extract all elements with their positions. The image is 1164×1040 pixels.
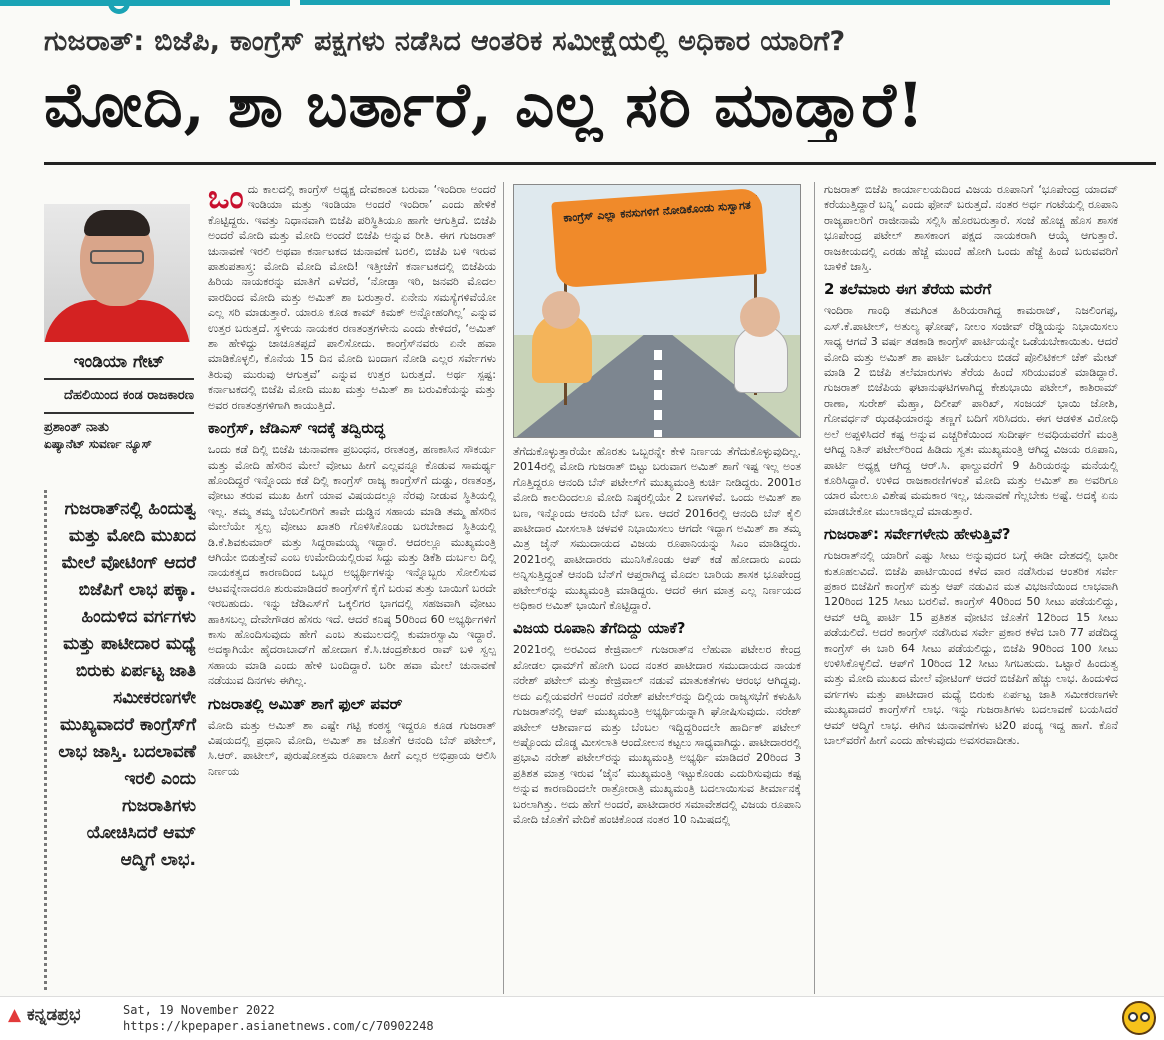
top-accent-bar: [0, 0, 1164, 14]
paragraph: ಇಂದಿರಾ ಗಾಂಧಿ ತಮಗಿಂತ ಹಿರಿಯರಾಗಿದ್ದ ಕಾಮರಾಜ್, ನಿಜಲಿಂಗಪ್ಪ, ಎಸ್.ಕೆ.ಪಾಟೀಲ್, ಅತುಲ್ಯ ಘೋಷ್, ನೀಲಂ ಸಂಜೀವ್ ರೆಡ್ಡಿಯನ್ನು ನಿಭಾಯಿಸಲು ಸಾಧ್ಯ ಆಗದೆ 3 ವರ್ಷ ತಡಕಾಡಿ ಕಾಂಗ್ರೆಸ್ ಪಾರ್ಟಿಯನ್ನೇ ಒಡೆಯಬೇಕಾಯಿತು. ಆದರೆ ಮೋದಿ ಮತ್ತು ಅಮಿತ್ ಶಾ ಪಾರ್ಟಿ ಒಡೆಯಲು ಬಿಡದೆ ಪೊಲಿಟಿಕಲ್ ಚೆಕ್ ಮೇಟ್ ಮಾಡಿ 2 ಬಿಜೆಪಿ ತಲೆಮಾರುಗಳು ತೆರೆಯ ಹಿಂದೆ ಸರಿಯುವಂತೆ ಮಾಡಿದ್ದಾರೆ. ಗುಜರಾತ್ ಬಿಜೆಪಿಯ ಘಟಾನುಘಟಿಗಳಾಗಿದ್ದ ಕೇಶುಭಾಯಿ ಪಟೇಲ್, ಕಾಶಿರಾಮ್ ರಾಣಾ, ಸುರೇಶ್ ಮೆಹ್ತಾ, ದಿಲೀಪ್ ಪಾರಿಖ್, ಸಂಜಯ್ ಭಾಯಿ ಜೋಶಿ, ಗೋವರ್ಧನ್ ಝಡಫಿಯಾರನ್ನು ತಣ್ಣಗೆ ಬದಿಗೆ ಸರಿಸಿದರು. ಈಗ ಆಡಳಿತ ವಿರೋಧಿ ಅಲೆ ಅಪ್ಪಳಿಸಿದರೆ ಕಷ್ಟ ಅನ್ನುವ ಎಚ್ಚರಿಕೆಯಿಂದ ಸುದೀರ್ಘ ಅವಧಿಯವರೆಗೆ ಮಂತ್ರಿ ಆಗಿದ್ದ ನಿತಿನ್ ಪಟೇಲ್‌ರಿಂದ ಹಿಡಿದು ಸ್ವತಃ ಮುಖ್ಯಮಂತ್ರಿ ಆಗಿದ್ದ ವಿಜಯ ರೂಪಾನಿ, ಪಾರ್ಟಿ ಅಧ್ಯಕ್ಷ ಆಗಿದ್ದ ಆರ್.ಸಿ. ಫಾಲ್ದುವರೆಗೆ 9 ಹಿರಿಯರನ್ನು ಮನೆಯಲ್ಲಿ ಕೂರಿಸಿದ್ದಾರೆ. ಉಳಿದ ರಾಜಕಾರಣಿಗಳಂತೆ ಮೋದಿ ಮತ್ತು ಅಮಿತ್ ಶಾ ಅವರಿಗೂ ಯಾರ ಮೇಲೂ ವಿಶೇಷ ಮಮಕಾರ ಇಲ್ಲ, ಚುನಾವಣೆ ಗೆಲ್ಲಬೇಕು ಅಷ್ಟೆ. ಅದಕ್ಕೆ ಏನು ಮಾಡಬೇಕೋ ಮುಲಾಜಿಲ್ಲದೆ ಮಾಡುತ್ತಾರೆ.: [824, 304, 1118, 518]
paragraph: ಗುಜರಾತ್ ಬಿಜೆಪಿ ಕಾರ್ಯಾಲಯದಿಂದ ವಿಜಯ ರೂಪಾನಿಗೆ ‘ಭೂಪೇಂದ್ರ ಯಾದವ್ ಕರೆಯುತ್ತಿದ್ದಾರೆ ಬನ್ನಿ’ ಎಂದು ಫೋನ್ ಬರುತ್ತದೆ. ನಂತರ ಅರ್ಧ ಗಂಟೆಯಲ್ಲಿ ರೂಪಾನಿ ರಾಜ್ಯಪಾಲರಿಗೆ ರಾಜೀನಾಮೆ ಸಲ್ಲಿಸಿ ಹೊರಬರುತ್ತಾರೆ. ಸಂಜೆ ಹೊಚ್ಚ ಹೊಸ ಶಾಸಕ ಭೂಪೇಂದ್ರ ಪಟೇಲ್ ಶಾಸಕಾಂಗ ಪಕ್ಷದ ನಾಯಕರಾಗಿ ಆಯ್ಕೆ ಆಗುತ್ತಾರೆ. ರಾಜಕೀಯದಲ್ಲಿ ಎರಡು ಹೆಜ್ಜೆ ಮುಂದೆ ಹೋಗಿ ಒಂದು ಹೆಜ್ಜೆ ಹಿಂದೆ ಬರುವವರಿಗೆ ಬಾಳಿಕೆ ಜಾಸ್ತಿ.: [824, 183, 1118, 274]
paragraph: ದು ಕಾಲದಲ್ಲಿ ಕಾಂಗ್ರೆಸ್ ಅಧ್ಯಕ್ಷ ದೇವಕಾಂತ ಬರುವಾ ‘ಇಂದಿರಾ ಅಂದರೆ ಇಂಡಿಯಾ ಮತ್ತು ಇಂಡಿಯಾ ಅಂದರೆ ಇಂದಿರಾ’ ಎಂದು ಹೇಳಿಕೆ ಕೊಟ್ಟಿದ್ದರು. ಇವತ್ತು ನಿಧಾನವಾಗಿ ಬಿಜೆಪಿ ಪರಿಸ್ಥಿತಿಯೂ ಹಾಗೇ ಆಗುತ್ತಿದೆ. ಬಿಜೆಪಿ ಅಂದರೆ ಮೋದಿ ಮತ್ತು ಮೋದಿ ಅಂದರೆ ಬಿಜೆಪಿ ಅನ್ನುವ ರೀತಿ. ಈಗ ಗುಜರಾತ್ ಚುನಾವಣೆ ಇರಲಿ ಅಥವಾ ಕರ್ನಾಟಕದ ಚುನಾವಣೆ ಬರಲಿ, ಬಿಜೆಪಿ ಬಳಿ ಇರುವ ಪಾಶುಪತಾಸ್ತ್ರ: ಮೋದಿ ಮೋದಿ ಮೋದಿ! ಇತ್ತೀಚೆಗೆ ಕರ್ನಾಟಕದಲ್ಲಿ ಬಿಜೆಪಿಯ ಹಿರಿಯ ನಾಯಕರನ್ನು ಮಾತಿಗೆ ಎಳೆದರೆ, ‘ನೋಡ್ತಾ ಇರಿ, ಜನವರಿ ಮೊದಲ ವಾರದಿಂದ ಮೋದಿ ಮತ್ತು ಅಮಿತ್ ಶಾ ಬರುತ್ತಾರೆ. ಏನೇನು ಸಮಸ್ಯೆಗಳಿವೆಯೋ ಎಲ್ಲ ಸರಿ ಮಾಡುತ್ತಾರೆ. ಯಾರೂ ಕೂಡ ಕಾಮ್ ಕಿಮಕ್ ಅನ್ನೋಹಂಗಿಲ್ಲ’ ಎನ್ನುವ ಉತ್ತರ ಬರುತ್ತದೆ. ಸ್ಥಳೀಯ ನಾಯಕರ ರಣತಂತ್ರಗಳೇನು ಎಂದು ಕೇಳಿದರೆ, ‘ಅಮಿತ್ ಶಾ ಹೇಳಿದ್ದು ಚಾಚೂತಪ್ಪದೆ ಪಾಲಿಸೋದು. ಕಾಂಗ್ರೆಸ್‌ನವರು ಏನೇ ಹವಾ ಮಾಡಿಕೊಳ್ಳಲಿ, ಕೊನೆಯ 15 ದಿನ ಮೋದಿ ಬಂದಾಗ ನೋಡಿ ಎಲ್ಲರ ಸರ್ವೇಗಳು ತಿರುವು ಮುರುವು ಆಗುತ್ತವೆ’ ಎನ್ನುವ ಉತ್ತರ ಬರುತ್ತದೆ. ಅರ್ಥ ಸ್ಪಷ್ಟ: ಕರ್ನಾಟಕದಲ್ಲಿ ಬಿಜೆಪಿ ಮೋದಿ ಮುಖ ಮತ್ತು ಅಮಿತ್ ಶಾ ಬರುವಿಕೆಯನ್ನು ಮತ್ತು ಅವರ ರಣತಂತ್ರಗಳಿಗಾಗಿ ಕಾಯುತ್ತಿದೆ.: [208, 183, 496, 412]
paragraph: ಮೋದಿ ಮತ್ತು ಅಮಿತ್ ಶಾ ಎಷ್ಟೇ ಗಟ್ಟಿ ಕಂಠಸ್ಥ ಇದ್ದರೂ ಕೂಡ ಗುಜರಾತ್ ವಿಷಯದಲ್ಲಿ ಪ್ರಧಾನಿ ಮೋದಿ, ಅಮಿತ್ ಶಾ ಜೊತೆಗೆ ಆನಂದಿ ಬೆನ್ ಪಟೇಲ್, ಸಿ.ಆರ್. ಪಾಟೀಲ್, ಪುರುಷೋತ್ತಮ ರೂಪಾಲಾ ಹೀಗೆ ಎಲ್ಲರ ಅಭಿಪ್ರಾಯ ಆಲಿಸಿ ನಿರ್ಣಯ: [208, 718, 496, 778]
subheading: ಗುಜರಾತಲ್ಲಿ ಅಮಿತ್ ಶಾಗೆ ಫುಲ್ ಪವರ್: [208, 694, 403, 713]
subheading: ವಿಜಯ ರೂಪಾನಿ ತೆಗೆದಿದ್ದು ಯಾಕೆ?: [513, 619, 686, 638]
drop-cap: ಒಂ: [208, 182, 244, 216]
headline-rule: [44, 162, 1156, 165]
kannadaprabha-logo[interactable]: [8, 1005, 80, 1025]
political-cartoon: [513, 184, 801, 438]
paragraph: ತೆಗೆದುಕೊಳ್ಳುತ್ತಾರೆಯೇ ಹೊರತು ಒಬ್ಬರನ್ನೇ ಕೇಳಿ ನಿರ್ಣಯ ತೆಗೆದುಕೊಳ್ಳುವುದಿಲ್ಲ. 2014ರಲ್ಲಿ ಮೋದಿ ಗುಜರಾತ್ ಬಿಟ್ಟು ಬರುವಾಗ ಅಮಿತ್ ಶಾಗೆ ಇಷ್ಟ ಇಲ್ಲ ಅಂತ ಗೊತ್ತಿದ್ದರೂ ಆನಂದಿ ಬೆನ್ ಪಟೇಲ್‌ಗೆ ಮುಖ್ಯಮಂತ್ರಿ ಕುರ್ಚಿ ನೀಡಿದ್ದರು. 2001ರ ಮೋದಿ ಕಾಲದಿಂದಲೂ ಮೋದಿ ನಿಷ್ಠರಲ್ಲಿಯೇ 2 ಬಣಗಳಿವೆ. ಒಂದು ಅಮಿತ್ ಶಾ ಬಣ, ಇನ್ನೊಂದು ಆನಂದಿ ಬೆನ್ ಬಣ. ಆದರೆ 2016ರಲ್ಲಿ ಆನಂದಿ ಬೆನ್ ಕೈಲಿ ಪಾಟೀದಾರ ಮೀಸಲಾತಿ ಚಳವಳಿ ನಿಭಾಯಿಸಲು ಆಗದೇ ಇದ್ದಾಗ ಅಮಿತ್ ಶಾ ತಮ್ಮ ಮಿತ್ರ ಜೈನ್ ಸಮುದಾಯದ ವಿಜಯ ರೂಪಾನಿಯನ್ನು ಸಿಎಂ ಮಾಡಿದ್ದರು. 2021ರಲ್ಲಿ ಪಾಟೀದಾರರು ಮುನಿಸಿಕೊಂಡು ಆಪ್ ಕಡೆ ಹೋದಾರು ಎಂದು ಅನ್ನಿಸುತ್ತಿದ್ದಂತೆ ಆನಂದಿ ಬೆನ್‌ಗೆ ಆಪ್ತರಾಗಿದ್ದ ಮೊದಲ ಬಾರಿಯ ಶಾಸಕ ಭೂಪೇಂದ್ರ ಪಟೇಲ್‌ರನ್ನು ಮುಖ್ಯಮಂತ್ರಿ ಮಾಡಿದ್ದರು. ಆದರೆ ಈಗ ಮಾತ್ರ ಎಲ್ಲ ನಿರ್ಣಯದ ಅಧಿಕಾರ ಅಮಿತ್ ಭಾಯಿಗೆ ಕೊಟ್ಟಿದ್ದಾರೆ.: [513, 445, 801, 613]
pullquote-rule: [44, 490, 52, 990]
main-headline: ಮೋದಿ, ಶಾ ಬರ್ತಾರೆ, ಎಲ್ಲ ಸರಿ ಮಾಡ್ತಾರೆ!: [44, 70, 925, 141]
author-photo: [44, 204, 190, 342]
paragraph: ಗುಜರಾತ್‌ನಲ್ಲಿ ಯಾರಿಗೆ ಎಷ್ಟು ಸೀಟು ಅನ್ನುವುದರ ಬಗ್ಗೆ ಈಡೀ ದೇಶದಲ್ಲಿ ಭಾರೀ ಕುತೂಹಲವಿದೆ. ಬಿಜೆಪಿ ಪಾರ್ಟಿಯಿಂದ ಕಳೆದ ವಾರ ನಡೆಸಿರುವ ಆಂತರಿಕ ಸರ್ವೇ ಪ್ರಕಾರ ಬಿಜೆಪಿಗೆ ಕಾಂಗ್ರೆಸ್ ಮತ್ತು ಆಪ್ ನಡುವಿನ ಮತ ವಿಭಜನೆಯಿಂದ ಲಾಭವಾಗಿ 120ರಿಂದ 125 ಸೀಟು ಬರಲಿವೆ. ಕಾಂಗ್ರೆಸ್ 40ರಿಂದ 50 ಸೀಟು ಪಡೆಯಲಿದ್ದು, ಆಮ್ ಆದ್ಮಿ ಪಾರ್ಟಿ 15 ಪ್ರತಿಶತ ವೋಟಿನ ಜೊತೆಗೆ 12ರಿಂದ 15 ಸೀಟು ಪಡೆಯಲಿದೆ. ಅದರೆ ಕಾಂಗ್ರೆಸ್ ನಡೆಸಿರುವ ಸರ್ವೇ ಪ್ರಕಾರ ಕಳೆದ ಬಾರಿ 77 ಪಡೆದಿದ್ದ ಕಾಂಗ್ರೆಸ್ ಈ ಬಾರಿ 64 ಸೀಟು ಪಡೆಯಲಿದ್ದು, ಬಿಜೆಪಿ 90ರಿಂದ 100 ಸೀಟು ಉಳಿಸಿಕೊಳ್ಳಲಿದೆ. ಆಪ್‌ಗೆ 10ರಿಂದ 12 ಸೀಟು ಸಿಗಬಹುದು. ಒಟ್ಟಾರೆ ಹಿಂದುತ್ವ ಮತ್ತು ಮೋದಿ ಮುಖದ ಮೇಲೆ ವೋಟಿಂಗ್ ಆದರೆ ಬಿಜೆಪಿಗೆ ಹೆಚ್ಚು ಲಾಭ. ಹಿಂದುಳಿದ ವರ್ಗಗಳು ಮತ್ತು ಪಾಟೀದಾರ ಮಧ್ಯೆ ಬಿರುಕು ಏರ್ಪಟ್ಟ ಜಾತಿ ಸಮೀಕರಣಗಳೇ ಮುಖ್ಯವಾದರೆ ಕಾಂಗ್ರೆಸ್‌ಗೆ ಲಾಭ. ಇನ್ನು ಗುಜರಾತಿಗಳು ಬದಲಾವಣೆ ಬಯಸಿದರೆ ಆಮ್ ಆದ್ಮಿಗೆ ಲಾಭ. ಈಗಿನ ಚುನಾವಣೆಗಳು ಟಿ20 ಪಂದ್ಯ ಇದ್ದ ಹಾಗೆ. ಕೊನೆ ಬಾಲ್‌ವರೆಗೆ ಹೀಗೆ ಎಂದು ಹೇಳುವುದು ಅವಸರವಾದೀತು.: [824, 549, 1118, 747]
author-affiliation: ಏಷ್ಯಾನೆಟ್ ಸುವರ್ಣ ನ್ಯೂಸ್: [44, 437, 152, 451]
logo-text: ಕನ್ನಡಪ್ರಭ: [27, 1005, 81, 1025]
column-divider: [814, 182, 815, 994]
paragraph: 2021ರಲ್ಲಿ ಅರವಿಂದ ಕೇಜ್ರಿವಾಲ್ ಗುಜರಾತ್‌ನ ಲೆಹುವಾ ಪಟೇಲರ ಕೇಂದ್ರ ಖೋಡಲ ಧಾಮ್‌ಗೆ ಹೋಗಿ ಬಂದ ನಂತರ ಪಾಟೀದಾರ ಸಮುದಾಯದ ನಾಯಕ ನರೇಶ್ ಪಟೇಲ್ ಮತ್ತು ಕೇಜ್ರಿವಾಲ್ ನಡುವೆ ಮಾತುಕತೆಗಳು ಆರಂಭ ಆಗಿದ್ದವು. ಅದು ಎಲ್ಲಿಯವರೆಗೆ ಅಂದರೆ ನರೇಶ್ ಪಟೇಲ್‌ರನ್ನು ದಿಲ್ಲಿಯ ರಾಜ್ಯಸಭೆಗೆ ಕಳುಹಿಸಿ ಗುಜರಾತ್‌ನಲ್ಲಿ ಆಪ್ ಮುಖ್ಯಮಂತ್ರಿ ಅಭ್ಯರ್ಥಿಯನ್ನಾಗಿ ಘೋಷಿಸುವುದು. ನರೇಶ್ ಪಟೇಲ್ ಆಶೀರ್ವಾದ ಮತ್ತು ಬೆಂಬಲ ಇದ್ದಿದ್ದರಿಂದಲೇ ಹಾರ್ದಿಕ್ ಪಟೇಲ್ ಅಷ್ಟೊಂದು ದೊಡ್ಡ ಮೀಸಲಾತಿ ಆಂದೋಲನ ಕಟ್ಟಲು ಸಾಧ್ಯವಾಗಿದ್ದು. ಪಾಟೀದಾರರಲ್ಲಿ ಪ್ರಭಾವಿ ನರೇಶ್ ಪಟೇಲ್‌ರನ್ನು ಮುಖ್ಯಮಂತ್ರಿ ಅಭ್ಯರ್ಥಿ ಮಾಡಿದರೆ 20ರಿಂದ 3 ಪ್ರತಿಶತ ಮಾತ್ರ ಇರುವ ‘ಜೈನ’ ಮುಖ್ಯಮಂತ್ರಿ ಇಟ್ಟುಕೊಂಡು ಎದುರಿಸುವುದು ಕಷ್ಟ ಅನ್ನುವ ಕಾರಣದಿಂದಲೇ ರಾತ್ರೋರಾತ್ರಿ ಮುಖ್ಯಮಂತ್ರಿ ಬದಲಾಯಿಸುವ ತೀರ್ಮಾನಕ್ಕೆ ಬರಲಾಗಿತ್ತು. ಅದು ಹೇಗೆ ಅಂದರೆ, ಪಾಟೀದಾರರ ಸಮಾವೇಶದಲ್ಲಿ ವಿಜಯ ರೂಪಾನಿ ಮೋದಿ ಜೊತೆಗೆ ವೇದಿಕೆ ಹಂಚಿಕೊಂಡ ನಂತರ 10 ನಿಮಿಷದಲ್ಲಿ: [513, 643, 801, 826]
kicker-headline: ಗುಜರಾತ್: ಬಿಜೆಪಿ, ಕಾಂಗ್ರೆಸ್ ಪಕ್ಷಗಳು ನಡೆಸಿದ ಆಂತರಿಕ ಸಮೀಕ್ಷೆಯಲ್ಲಿ ಅಧಿಕಾರ ಯಾರಿಗೆ?: [44, 26, 846, 57]
article-column-1: [208, 182, 496, 994]
subheading: ಗುಜರಾತ್: ಸರ್ವೇಗಳೇನು ಹೇಳುತ್ತಿವೆ?: [824, 525, 1011, 544]
byline: [44, 420, 194, 452]
edition-date: Sat, 19 November 2022: [123, 1003, 275, 1017]
paragraph: ಒಂದು ಕಡೆ ದಿಲ್ಲಿ ಬಿಜೆಪಿ ಚುನಾವಣಾ ಪ್ರಬಂಧನ, ರಣತಂತ್ರ, ಹಣಕಾಸಿನ ಸೌಕರ್ಯ ಮತ್ತು ಮೋದಿ ಹೆಸರಿನ ಮೇಲೆ ವೋಟು ಹೀಗೆ ಎಲ್ಲವನ್ನೂ ಕೊಡುವ ಸಾಮರ್ಥ್ಯ ಹೊಂದಿದ್ದರೆ ಇನ್ನೊಂದು ಕಡೆ ದಿಲ್ಲಿ ಕಾಂಗ್ರೆಸ್ ರಾಜ್ಯ ಕಾಂಗ್ರೆಸ್‌ಗೆ ದುಡ್ಡು, ರಣತಂತ್ರ, ವೋಟು ತರುವ ಮುಖ ಹೀಗೆ ಯಾವ ವಿಷಯದಲ್ಲೂ ನೆರವು ನೀಡುವ ಸ್ಥಿತಿಯಲ್ಲಿ ಇಲ್ಲ. ತಮ್ಮ ತಮ್ಮ ಬೆಂಬಲಿಗರಿಗೆ ತಾವೇ ದುಡ್ಡಿನ ಸಹಾಯ ಮಾಡಿ ತಮ್ಮ ಹೆಸರಿನ ಮೇಲೆಯೇ ಸ್ವಲ್ಪ ವೋಟು ಖಾತರಿ ಗೊಳಿಸಿಕೊಂಡು ಬರಬೇಕಾದ ಸ್ಥಿತಿಯಲ್ಲಿ ಡಿ.ಕೆ.ಶಿವಕುಮಾರ್ ಮತ್ತು ಸಿದ್ದರಾಮಯ್ಯ ಇದ್ದಾರೆ. ಆದರಲ್ಲೂ ಮುಖ್ಯಮಂತ್ರಿ ಆಗಿಯೇ ಬಿಡುತ್ತೇವೆ ಎಂಬ ಉಮೇದಿಯಲ್ಲಿರುವ ಸಿದ್ದು ಮತ್ತು ಡಿಕೆಶಿ ದುರ್ಬಲ ದಿಲ್ಲಿ ನಾಯಕತ್ವದ ಕಾರಣದಿಂದ ಒಬ್ಬರ ಅಭ್ಯರ್ಥಿಗಳನ್ನು ಇನ್ನೊಬ್ಬರು ಸೋಲಿಸುವ ಆಟವನ್ನೇನಾದರೂ ಶುರುಮಾಡಿದರೆ ಕಾಂಗ್ರೆಸ್‌ಗೆ ಕೈಗೆ ಬರುವ ತುತ್ತು ಬಾಯಿಗೆ ಬರದೇ ಇರಬಹುದು. ಇನ್ನು ಜೆಡಿಎಸ್‌ಗೆ ಒಕ್ಕಲಿಗರ ಭಾಗದಲ್ಲಿ ಸಹಜವಾಗಿ ವೋಟು ಹಾಕಿಸಬಲ್ಲ ದೇವೇಗೌಡರ ಹೆಸರು ಇದೆ. ಆದರೆ ಕನಿಷ್ಠ 50ರಿಂದ 60 ಅಭ್ಯರ್ಥಿಗಳಿಗೆ ಕಾಸು ಹೊಂದಿಸುವುದು ಹೇಗೆ ಎಂಬ ತುಮುಲದಲ್ಲಿ ಕುಮಾರಸ್ವಾಮಿ ಇದ್ದಾರೆ. ಅದಕ್ಕಾಗಿಯೇ ಹೈದರಾಬಾದ್‌ಗೆ ಹೋದಾಗ ಕೆ.ಸಿ.ಚಂದ್ರಶೇಖರ ರಾವ್ ಬಳಿ ಸ್ವಲ್ಪ ಸಹಾಯ ಮಾಡಿ ಎಂದು ಹೇಳಿ ಬಂದಿದ್ದಾರೆ. ಬರೀ ಹವಾ ಮೇಲೆ ಚುನಾವಣೆ ನಡೆಯುವ ದಿನಗಳು ಈಗಿಲ್ಲ.: [208, 443, 496, 688]
subheading: ಕಾಂಗ್ರೆಸ್, ಜೆಡಿಎಸ್ ಇದಕ್ಕೆ ತದ್ವಿರುದ್ಧ: [208, 419, 385, 438]
author-name: ಪ್ರಶಾಂತ್ ನಾತು: [44, 420, 109, 435]
logo-mark-icon: ▲: [8, 1005, 22, 1025]
subheading: 2 ತಲೆಮಾರು ಈಗ ತೆರೆಯ ಮರೆಗೆ: [824, 280, 992, 299]
epaper-footer: [0, 996, 1164, 1040]
column-subtitle: ದೆಹಲಿಯಿಂದ ಕಂಡ ರಾಜಕಾರಣ: [44, 386, 194, 414]
page-url-link[interactable]: https://kpepaper.asianetnews.com/c/70902248: [123, 1019, 434, 1033]
column-name: ಇಂಡಿಯಾ ಗೇಟ್: [44, 352, 194, 380]
owl-mascot-icon[interactable]: [1122, 1001, 1156, 1035]
article-column-3: [824, 182, 1118, 994]
article-column-2: [513, 444, 801, 994]
cartoon-banner: ಕಾಂಗ್ರೆಸ್ ಎಲ್ಲಾ ಕನಸುಗಳಿಗೆ ನೋಡಿಕೊಂಡು ಸುಸ್ವಾಗತ: [551, 188, 766, 288]
column-divider: [503, 182, 504, 994]
pullquote: ಗುಜರಾತ್‌ನಲ್ಲಿ ಹಿಂದುತ್ವ ಮತ್ತು ಮೋದಿ ಮುಖದ ಮೇಲೆ ವೋಟಿಂಗ್ ಆದರೆ ಬಿಜೆಪಿಗೆ ಲಾಭ ಪಕ್ಕಾ. ಹಿಂದುಳಿದ ವರ್ಗಗಳು ಮತ್ತು ಪಾಟೀದಾರ ಮಧ್ಯೆ ಬಿರುಕು ಏರ್ಪಟ್ಟ ಜಾತಿ ಸಮೀಕರಣಗಳೇ ಮುಖ್ಯವಾದರೆ ಕಾಂಗ್ರೆಸ್‌ಗೆ ಲಾಭ ಜಾಸ್ತಿ. ಬದಲಾವಣೆ ಇರಲಿ ಎಂದು ಗುಜರಾತಿಗಳು ಯೋಚಿಸಿದರೆ ಆಮ್ ಆದ್ಮಿಗೆ ಲಾಭ.: [58, 499, 196, 870]
